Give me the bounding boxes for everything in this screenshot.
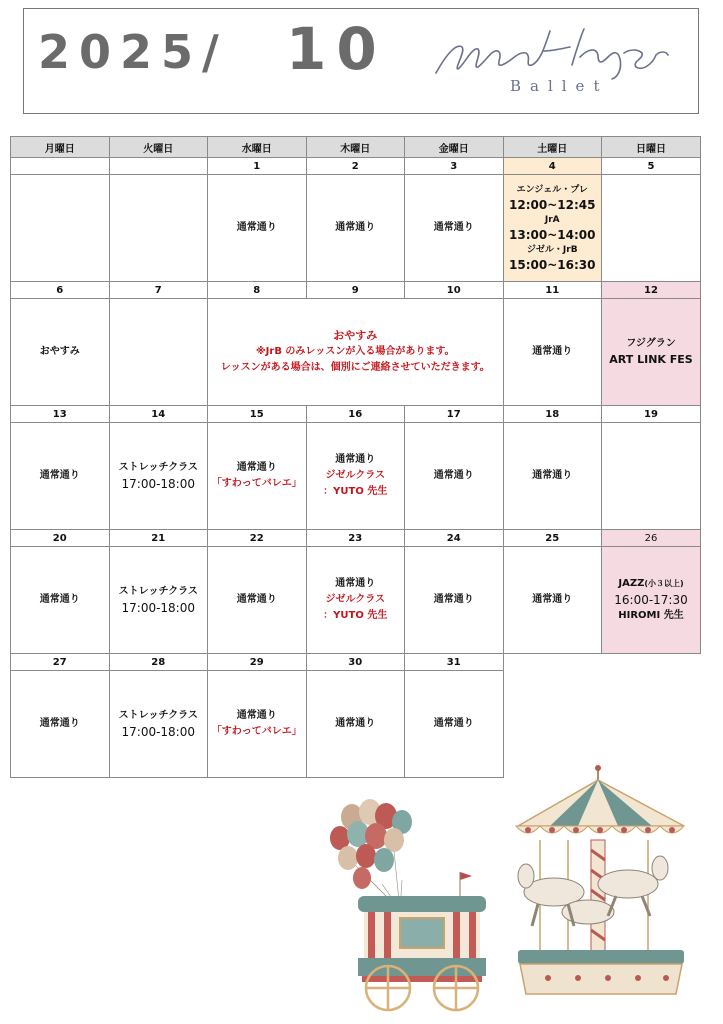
date-number: 23	[306, 530, 405, 547]
day-cell	[405, 423, 504, 530]
day-cell	[11, 671, 110, 778]
date-empty	[109, 158, 208, 175]
month-label: 10	[286, 15, 387, 83]
date-number: 10	[405, 282, 504, 299]
blank	[602, 671, 701, 778]
event-regular: 通常通り	[39, 470, 80, 481]
date-number: 5	[602, 158, 701, 175]
date-number: 20	[11, 530, 110, 547]
weekday-sun: 日曜日	[602, 137, 701, 158]
event-teacher: ：YUTO 先生	[323, 486, 388, 497]
event-regular: 通常通り	[39, 594, 80, 605]
event-stretch: ストレッチクラス	[118, 710, 198, 721]
event-regular: 通常通り	[433, 222, 474, 233]
event-fujigran: フジグラン	[626, 338, 676, 349]
carousel-illustration	[508, 764, 694, 1000]
date-number: 17	[405, 406, 504, 423]
day-cell	[405, 671, 504, 778]
date-number: 11	[503, 282, 602, 299]
notice-line1: ※JrB のみレッスンが入る場合があります。	[255, 346, 455, 357]
event-jazz-grade: (小３以上)	[644, 579, 684, 588]
event-jazz-title: JAZZ	[618, 578, 645, 589]
event-holiday: おやすみ	[39, 346, 80, 357]
week3-event-row	[11, 423, 701, 530]
event-angel-pre: エンジェル・プレ	[516, 185, 588, 195]
date-number: 4	[503, 158, 602, 175]
event-regular: 通常通り	[532, 470, 573, 481]
day-cell-sat4	[503, 175, 602, 282]
date-number: 29	[208, 654, 307, 671]
day-cell	[109, 175, 208, 282]
event-regular: 通常通り	[236, 710, 277, 721]
weekday-wed: 水曜日	[208, 137, 307, 158]
date-number: 19	[602, 406, 701, 423]
event-art-link-fes: ART LINK FES	[609, 353, 693, 366]
day-cell	[405, 175, 504, 282]
day-cell	[11, 547, 110, 654]
date-number: 26	[602, 530, 701, 547]
event-stretch: ストレッチクラス	[118, 586, 198, 597]
week3-date-row	[11, 406, 701, 423]
date-number: 14	[109, 406, 208, 423]
event-giselle: ジゼルクラス	[325, 594, 385, 605]
weekday-fri: 金曜日	[405, 137, 504, 158]
event-regular: 通常通り	[335, 718, 376, 729]
day-cell-holiday-notice	[208, 299, 504, 406]
date-number: 16	[306, 406, 405, 423]
day-cell	[109, 547, 208, 654]
event-jra: JrA	[544, 215, 560, 225]
day-cell	[11, 423, 110, 530]
date-number: 3	[405, 158, 504, 175]
week2-date-row	[11, 282, 701, 299]
day-cell	[208, 423, 307, 530]
event-time: 13:00~14:00	[509, 228, 596, 242]
date-number: 21	[109, 530, 208, 547]
day-cell-sun26	[602, 547, 701, 654]
event-time: 17:00-18:00	[121, 477, 195, 491]
event-time: 15:00~16:30	[509, 258, 596, 272]
day-cell	[306, 671, 405, 778]
event-regular: 通常通り	[433, 470, 474, 481]
event-suwatte-ballet: 「すわってバレエ」	[211, 478, 302, 489]
week2-event-row	[11, 299, 701, 406]
date-number: 28	[109, 654, 208, 671]
week4-date-row	[11, 530, 701, 547]
week5-date-row	[11, 654, 701, 671]
date-number: 15	[208, 406, 307, 423]
event-jazz	[602, 576, 700, 592]
calendar-grid	[10, 136, 701, 778]
week5-event-row	[11, 671, 701, 778]
date-number: 18	[503, 406, 602, 423]
day-cell	[602, 423, 701, 530]
weekday-mon: 月曜日	[11, 137, 110, 158]
day-cell	[11, 299, 110, 406]
weekday-sat: 土曜日	[503, 137, 602, 158]
year-label: 2025/	[38, 25, 228, 79]
weekday-header-row	[11, 137, 701, 158]
event-regular: 通常通り	[433, 718, 474, 729]
event-regular: 通常通り	[335, 222, 376, 233]
day-cell	[405, 547, 504, 654]
date-number: 13	[11, 406, 110, 423]
event-regular: 通常通り	[236, 594, 277, 605]
date-number: 7	[109, 282, 208, 299]
day-cell	[11, 175, 110, 282]
day-cell	[109, 671, 208, 778]
event-teacher: ：YUTO 先生	[323, 610, 388, 621]
event-giselle-jrb: ジゼル・JrB	[526, 245, 578, 255]
blank	[503, 654, 602, 671]
date-number: 6	[11, 282, 110, 299]
date-number: 24	[405, 530, 504, 547]
blank	[503, 671, 602, 778]
week1-date-row	[11, 158, 701, 175]
date-number: 12	[602, 282, 701, 299]
event-time: 12:00~12:45	[509, 198, 596, 212]
logo-ballet-text: Ballet	[510, 77, 609, 95]
day-cell	[306, 175, 405, 282]
date-number: 2	[306, 158, 405, 175]
weekday-thu: 木曜日	[306, 137, 405, 158]
notice-line2: レッスンがある場合は、個別にご連絡させていただきます。	[220, 362, 490, 373]
day-cell	[306, 423, 405, 530]
day-cell	[208, 671, 307, 778]
date-number: 22	[208, 530, 307, 547]
day-cell	[503, 547, 602, 654]
day-cell	[109, 299, 208, 406]
day-cell	[602, 175, 701, 282]
blank	[602, 654, 701, 671]
calendar-header	[23, 8, 699, 114]
event-regular: 通常通り	[335, 454, 376, 465]
date-number: 1	[208, 158, 307, 175]
event-regular: 通常通り	[532, 594, 573, 605]
day-cell	[503, 423, 602, 530]
week1-event-row	[11, 175, 701, 282]
date-number: 27	[11, 654, 110, 671]
notice-holiday: おやすみ	[333, 329, 378, 342]
event-regular: 通常通り	[236, 462, 277, 473]
date-number: 30	[306, 654, 405, 671]
day-cell	[306, 547, 405, 654]
event-time: 16:00-17:30	[614, 593, 688, 607]
week4-event-row	[11, 547, 701, 654]
event-suwatte-ballet: 「すわってバレエ」	[211, 726, 302, 737]
event-time: 17:00-18:00	[121, 725, 195, 739]
date-empty	[11, 158, 110, 175]
event-regular: 通常通り	[433, 594, 474, 605]
event-giselle: ジゼルクラス	[325, 470, 385, 481]
event-time: 17:00-18:00	[121, 601, 195, 615]
day-cell-sun12	[602, 299, 701, 406]
day-cell	[503, 299, 602, 406]
day-cell	[109, 423, 208, 530]
event-teacher: HIROMI 先生	[618, 610, 684, 621]
event-stretch: ストレッチクラス	[118, 462, 198, 473]
date-number: 25	[503, 530, 602, 547]
weekday-tue: 火曜日	[109, 137, 208, 158]
day-cell	[208, 175, 307, 282]
date-number: 31	[405, 654, 504, 671]
event-regular: 通常通り	[532, 346, 573, 357]
mathys-logo	[432, 25, 672, 81]
date-number: 9	[306, 282, 405, 299]
event-regular: 通常通り	[236, 222, 277, 233]
event-regular: 通常通り	[39, 718, 80, 729]
balloon-wagon-illustration	[322, 792, 498, 1014]
day-cell	[208, 547, 307, 654]
event-regular: 通常通り	[335, 578, 376, 589]
date-number: 8	[208, 282, 307, 299]
